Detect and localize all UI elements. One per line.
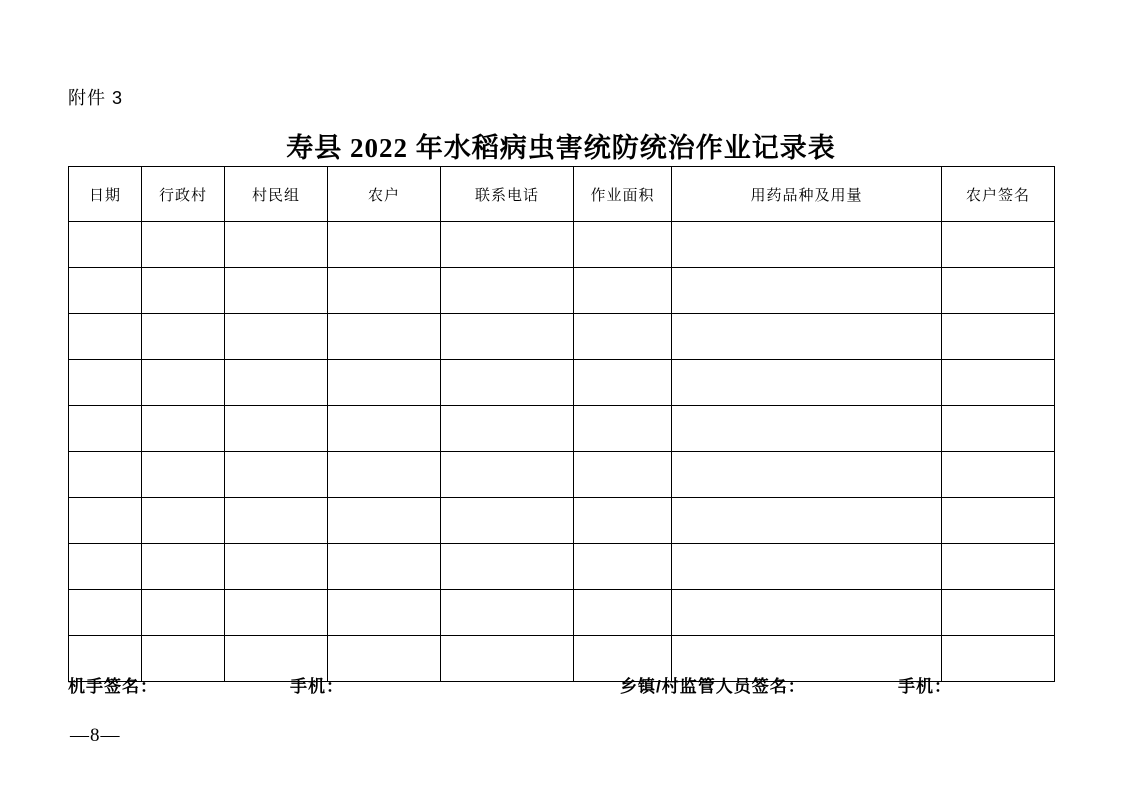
table-cell-phone[interactable] bbox=[441, 406, 574, 452]
table-cell-area[interactable] bbox=[574, 590, 672, 636]
table-cell-pesticide[interactable] bbox=[672, 590, 942, 636]
table-cell-phone[interactable] bbox=[441, 360, 574, 406]
table-cell-phone[interactable] bbox=[441, 498, 574, 544]
table-cell-household[interactable] bbox=[328, 314, 441, 360]
column-header-household: 农户 bbox=[328, 167, 441, 222]
table-cell-date[interactable] bbox=[69, 268, 142, 314]
table-cell-area[interactable] bbox=[574, 406, 672, 452]
table-cell-pesticide[interactable] bbox=[672, 406, 942, 452]
table-cell-household[interactable] bbox=[328, 222, 441, 268]
table-cell-date[interactable] bbox=[69, 360, 142, 406]
table-row bbox=[69, 452, 1055, 498]
table-row bbox=[69, 314, 1055, 360]
table-cell-villager-group[interactable] bbox=[225, 452, 328, 498]
table-cell-date[interactable] bbox=[69, 498, 142, 544]
table-cell-date[interactable] bbox=[69, 544, 142, 590]
table-cell-village[interactable] bbox=[142, 498, 225, 544]
table-cell-villager-group[interactable] bbox=[225, 590, 328, 636]
table-cell-village[interactable] bbox=[142, 360, 225, 406]
table-row bbox=[69, 406, 1055, 452]
table-cell-date[interactable] bbox=[69, 590, 142, 636]
table-cell-villager-group[interactable] bbox=[225, 222, 328, 268]
attachment-label: 附件 3 bbox=[68, 88, 124, 108]
record-table bbox=[68, 166, 1055, 682]
table-cell-signature[interactable] bbox=[942, 452, 1055, 498]
table-row bbox=[69, 222, 1055, 268]
table-cell-phone[interactable] bbox=[441, 268, 574, 314]
table-cell-village[interactable] bbox=[142, 314, 225, 360]
table-cell-date[interactable] bbox=[69, 406, 142, 452]
table-cell-pesticide[interactable] bbox=[672, 222, 942, 268]
table-row bbox=[69, 360, 1055, 406]
page-title: 寿县 2022 年水稻病虫害统防统治作业记录表 bbox=[286, 133, 836, 163]
table-cell-signature[interactable] bbox=[942, 498, 1055, 544]
table-cell-villager-group[interactable] bbox=[225, 314, 328, 360]
footer-signature-line bbox=[68, 672, 1054, 700]
supervisor-signature-label: 乡镇/村监管人员签名： bbox=[620, 677, 806, 696]
table-cell-signature[interactable] bbox=[942, 544, 1055, 590]
table-cell-area[interactable] bbox=[574, 452, 672, 498]
page-number: —8— bbox=[70, 725, 121, 746]
table-cell-village[interactable] bbox=[142, 268, 225, 314]
table-cell-pesticide[interactable] bbox=[672, 544, 942, 590]
table-cell-signature[interactable] bbox=[942, 360, 1055, 406]
table-cell-signature[interactable] bbox=[942, 268, 1055, 314]
table-cell-area[interactable] bbox=[574, 360, 672, 406]
table-cell-village[interactable] bbox=[142, 544, 225, 590]
column-header-area: 作业面积 bbox=[574, 167, 672, 222]
table-cell-phone[interactable] bbox=[441, 452, 574, 498]
table-cell-household[interactable] bbox=[328, 498, 441, 544]
table-cell-village[interactable] bbox=[142, 222, 225, 268]
table-cell-pesticide[interactable] bbox=[672, 452, 942, 498]
table-body bbox=[69, 222, 1055, 682]
table-cell-villager-group[interactable] bbox=[225, 360, 328, 406]
table-cell-village[interactable] bbox=[142, 452, 225, 498]
table-cell-household[interactable] bbox=[328, 360, 441, 406]
column-header-phone: 联系电话 bbox=[441, 167, 574, 222]
table-cell-date[interactable] bbox=[69, 222, 142, 268]
table-cell-villager-group[interactable] bbox=[225, 498, 328, 544]
table-cell-area[interactable] bbox=[574, 268, 672, 314]
table-cell-villager-group[interactable] bbox=[225, 268, 328, 314]
table-cell-village[interactable] bbox=[142, 406, 225, 452]
table-cell-date[interactable] bbox=[69, 452, 142, 498]
column-header-villager-group: 村民组 bbox=[225, 167, 328, 222]
table-cell-household[interactable] bbox=[328, 590, 441, 636]
table-row bbox=[69, 268, 1055, 314]
column-header-date: 日期 bbox=[69, 167, 142, 222]
table-cell-signature[interactable] bbox=[942, 314, 1055, 360]
table-cell-household[interactable] bbox=[328, 452, 441, 498]
table-cell-pesticide[interactable] bbox=[672, 498, 942, 544]
table-cell-area[interactable] bbox=[574, 222, 672, 268]
column-header-village: 行政村 bbox=[142, 167, 225, 222]
supervisor-phone-label: 手机： bbox=[898, 677, 952, 696]
table-cell-area[interactable] bbox=[574, 314, 672, 360]
table-cell-villager-group[interactable] bbox=[225, 544, 328, 590]
table-cell-village[interactable] bbox=[142, 590, 225, 636]
table-cell-phone[interactable] bbox=[441, 590, 574, 636]
table-cell-household[interactable] bbox=[328, 268, 441, 314]
column-header-pesticide: 用药品种及用量 bbox=[672, 167, 942, 222]
table-cell-signature[interactable] bbox=[942, 590, 1055, 636]
table-cell-pesticide[interactable] bbox=[672, 268, 942, 314]
column-header-signature: 农户签名 bbox=[942, 167, 1055, 222]
table-cell-signature[interactable] bbox=[942, 406, 1055, 452]
table-header-row bbox=[69, 167, 1055, 222]
table-cell-pesticide[interactable] bbox=[672, 360, 942, 406]
operator-phone-label: 手机： bbox=[290, 677, 344, 696]
table-cell-pesticide[interactable] bbox=[672, 314, 942, 360]
table-cell-phone[interactable] bbox=[441, 544, 574, 590]
table-cell-villager-group[interactable] bbox=[225, 406, 328, 452]
table-cell-area[interactable] bbox=[574, 544, 672, 590]
table-cell-phone[interactable] bbox=[441, 222, 574, 268]
operator-signature-label: 机手签名： bbox=[68, 677, 158, 696]
table-row bbox=[69, 498, 1055, 544]
table-cell-phone[interactable] bbox=[441, 314, 574, 360]
table-cell-household[interactable] bbox=[328, 544, 441, 590]
table-cell-household[interactable] bbox=[328, 406, 441, 452]
table-cell-area[interactable] bbox=[574, 498, 672, 544]
table-cell-date[interactable] bbox=[69, 314, 142, 360]
table-row bbox=[69, 590, 1055, 636]
table-cell-signature[interactable] bbox=[942, 222, 1055, 268]
table-row bbox=[69, 544, 1055, 590]
